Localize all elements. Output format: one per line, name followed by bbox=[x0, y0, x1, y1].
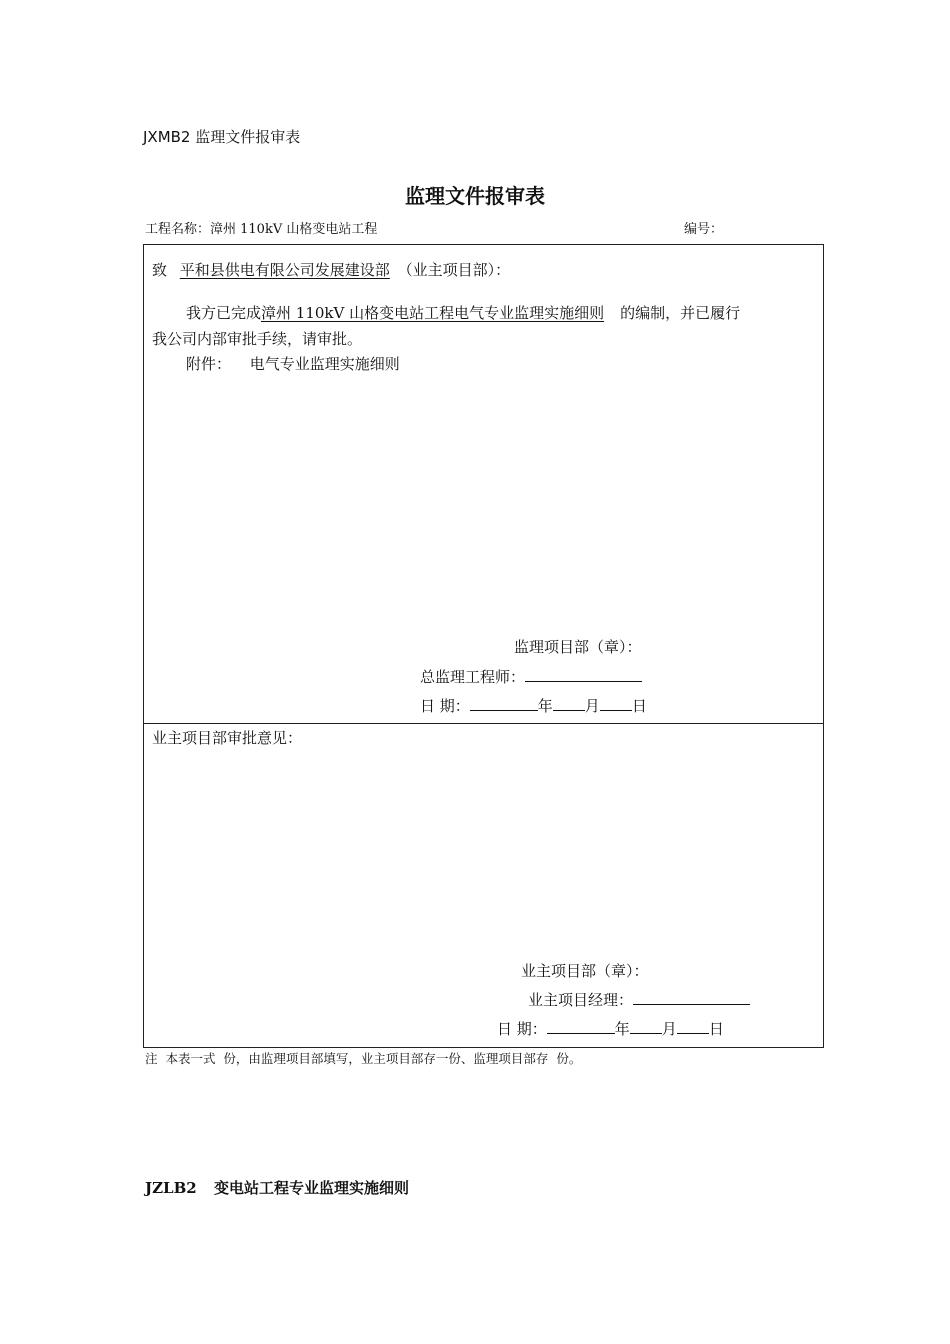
project-name: 工程名称：漳州 110kV 山格变电站工程 bbox=[145, 222, 378, 237]
chief-engineer-signature-field[interactable] bbox=[525, 667, 642, 682]
day-field[interactable] bbox=[600, 696, 632, 711]
supervision-stamp-label: 监理项目部（章）： bbox=[514, 638, 642, 656]
owner-stamp-label: 业主项目部（章）： bbox=[521, 962, 649, 980]
to-prefix: 致 bbox=[152, 261, 168, 279]
body-suffix: 的编制，并已履行 bbox=[620, 304, 741, 322]
owner-manager-label: 业主项目经理： bbox=[528, 991, 634, 1009]
chief-engineer-line bbox=[420, 666, 642, 687]
form-note: 注 本表一式 份，由监理项目部填写，业主项目部存一份、监理项目部存 份。 bbox=[145, 1051, 582, 1066]
owner-approval-heading: 业主项目部审批意见： bbox=[152, 729, 303, 747]
month-field[interactable] bbox=[630, 1019, 662, 1034]
body-prefix: 我方已完成 bbox=[186, 304, 262, 322]
recipient-name: 平和县供电有限公司发展建设部 bbox=[179, 261, 390, 279]
page-title: 监理文件报审表 bbox=[405, 184, 545, 208]
owner-manager-line bbox=[528, 989, 750, 1010]
day-field[interactable] bbox=[677, 1019, 709, 1034]
document-name: 漳州 110kV 山格变电站工程电气专业监理实施细则 bbox=[261, 304, 605, 322]
owner-manager-signature-field[interactable] bbox=[633, 990, 750, 1005]
day-label: 日 bbox=[708, 1020, 724, 1038]
month-field[interactable] bbox=[553, 696, 585, 711]
attachment-value: 电气专业监理实施细则 bbox=[249, 355, 400, 373]
day-label: 日 bbox=[631, 697, 647, 715]
form-code-header: JXMB2 监理文件报审表 bbox=[143, 128, 301, 146]
year-label: 年 bbox=[614, 1020, 630, 1038]
chief-engineer-label: 总监理工程师： bbox=[420, 668, 526, 686]
year-field[interactable] bbox=[547, 1019, 615, 1034]
owner-date-line bbox=[497, 1018, 724, 1039]
year-label: 年 bbox=[537, 697, 553, 715]
attachment-line bbox=[186, 353, 400, 374]
date-label: 日 期： bbox=[420, 697, 470, 715]
recipient-suffix: （业主项目部）： bbox=[397, 261, 511, 279]
attachment-label: 附件： bbox=[186, 355, 232, 373]
month-label: 月 bbox=[584, 697, 600, 715]
supervision-date-line bbox=[420, 695, 647, 716]
form-number-label: 编号： bbox=[684, 222, 724, 237]
body-line-2: 我公司内部审批手续，请审批。 bbox=[152, 330, 363, 348]
date-label: 日 期： bbox=[497, 1020, 547, 1038]
month-label: 月 bbox=[661, 1020, 677, 1038]
next-section-title: 变电站工程专业监理实施细则 bbox=[213, 1179, 409, 1197]
body-line-1 bbox=[186, 302, 740, 323]
year-field[interactable] bbox=[470, 696, 538, 711]
recipient-line bbox=[152, 259, 510, 280]
next-section-heading bbox=[145, 1177, 409, 1198]
next-section-code: JZLB2 bbox=[145, 1179, 197, 1197]
